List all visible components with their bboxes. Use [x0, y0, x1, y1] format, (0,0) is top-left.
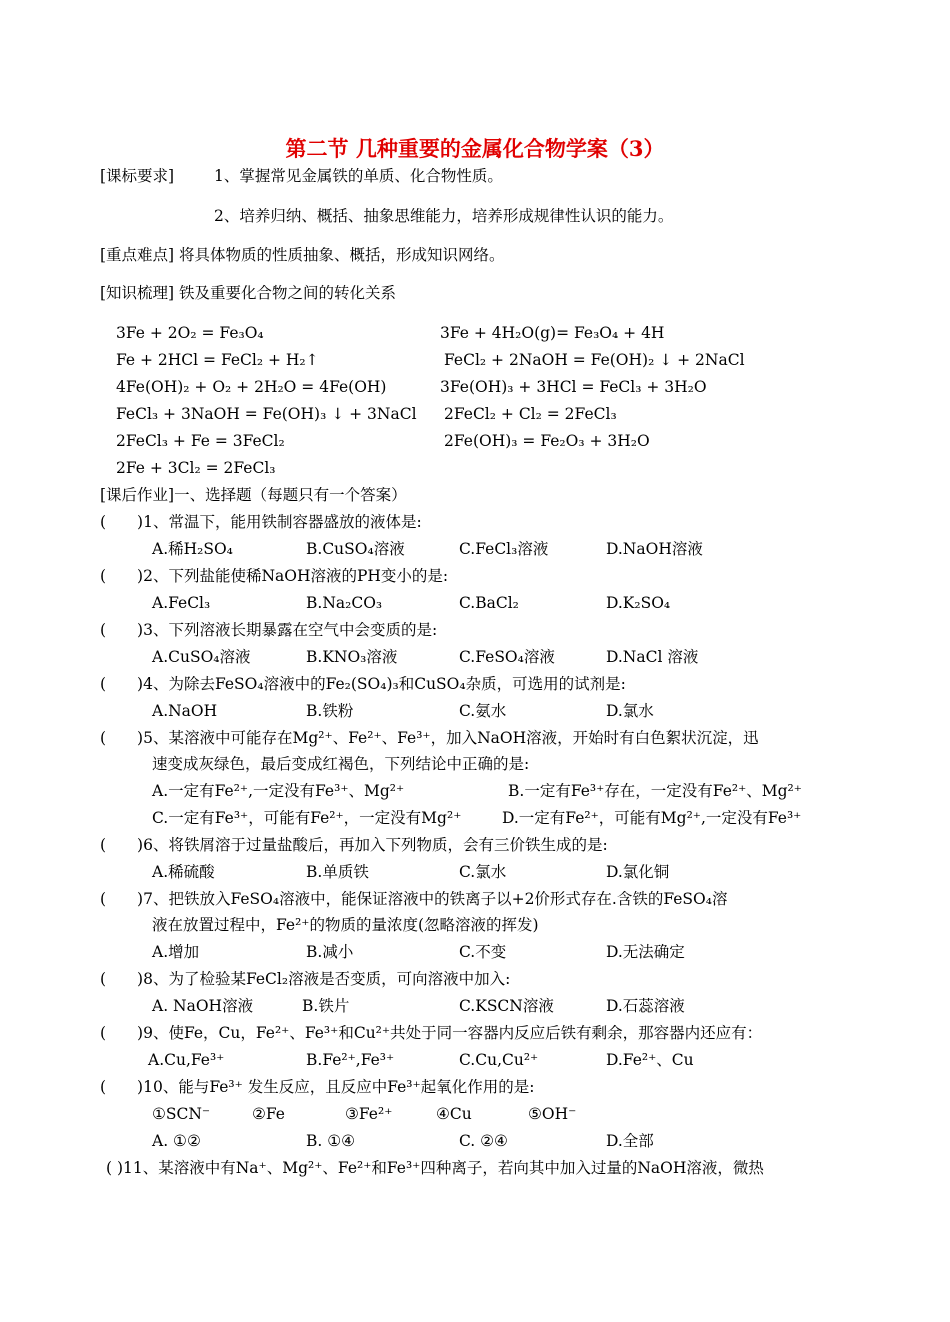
option-b[interactable]: B.铁片 [302, 997, 350, 1015]
species-item: ⑤OH⁻ [528, 1105, 577, 1123]
option-a[interactable]: A.FeCl₃ [152, 594, 211, 612]
option-d[interactable]: D.K₂SO₄ [606, 594, 671, 612]
equation: 3Fe + 2O₂ = Fe₃O₄ [116, 324, 264, 342]
option-c[interactable]: C.FeSO₄溶液 [459, 648, 555, 666]
question-11: ( )11、某溶液中有Na⁺、Mg²⁺、Fe²⁺和Fe³⁺四种离子，若向其中加入过量的NaOH溶液，微热 [106, 1159, 764, 1177]
page-title: 第二节 几种重要的金属化合物学案（3） [285, 136, 665, 161]
option-c[interactable]: C.BaCl₂ [459, 594, 519, 612]
option-c[interactable]: C.Cu,Cu²⁺ [459, 1051, 539, 1069]
question-7: ( )7、把铁放入FeSO₄溶液中，能保证溶液中的铁离子以+2价形式存在.含铁的FeSO₄溶 [100, 890, 728, 908]
option-c[interactable]: C.氨水 [459, 702, 507, 720]
question-4: ( )4、为除去FeSO₄溶液中的Fe₂(SO₄)₃和CuSO₄杂质，可选用的试剂是: [100, 675, 626, 693]
question-9: ( )9、使Fe，Cu，Fe²⁺、Fe³⁺和Cu²⁺共处于同一容器内反应后铁有剩余，那容器内还应有： [100, 1024, 763, 1042]
option-b[interactable]: B.铁粉 [306, 702, 354, 720]
option-d[interactable]: D.NaCl 溶液 [606, 648, 699, 666]
question-1: ( )1、常温下，能用铁制容器盛放的液体是: [100, 513, 422, 531]
equation: Fe + 2HCl = FeCl₂ + H₂↑ [116, 351, 319, 369]
option-d[interactable]: D.一定有Fe²⁺，可能有Mg²⁺,一定没有Fe³⁺ [502, 809, 802, 827]
option-c[interactable]: C. ②④ [459, 1132, 508, 1150]
equation: 2Fe(OH)₃ = Fe₂O₃ + 3H₂O [444, 432, 650, 450]
option-a[interactable]: A.增加 [152, 943, 200, 961]
question-2: ( )2、下列盐能使稀NaOH溶液的PH变小的是: [100, 567, 449, 585]
key-points: [重点难点] 将具体物质的性质抽象、概括，形成知识网络。 [100, 246, 505, 264]
option-c[interactable]: C.KSCN溶液 [459, 997, 554, 1015]
option-a[interactable]: A. NaOH溶液 [152, 997, 254, 1015]
option-c[interactable]: C.FeCl₃溶液 [459, 540, 549, 558]
equation: 3Fe + 4H₂O(g)= Fe₃O₄ + 4H [440, 324, 665, 342]
question-6: ( )6、将铁屑溶于过量盐酸后，再加入下列物质，会有三价铁生成的是: [100, 836, 608, 854]
species-item: ④Cu [436, 1105, 472, 1123]
species-item: ①SCN⁻ [152, 1105, 211, 1123]
option-b[interactable]: B.一定有Fe³⁺存在，一定没有Fe²⁺、Mg²⁺ [508, 782, 802, 800]
option-b[interactable]: B.减小 [306, 943, 354, 961]
option-b[interactable]: B.KNO₃溶液 [306, 648, 398, 666]
equation: 2Fe + 3Cl₂ = 2FeCl₃ [116, 459, 276, 477]
option-a[interactable]: A.NaOH [152, 702, 218, 720]
option-d[interactable]: D.氯化铜 [606, 863, 670, 881]
equation: 2FeCl₃ + Fe = 3FeCl₂ [116, 432, 285, 450]
option-b[interactable]: B.单质铁 [306, 863, 369, 881]
option-c[interactable]: C.不变 [459, 943, 507, 961]
equation: 3Fe(OH)₃ + 3HCl = FeCl₃ + 3H₂O [440, 378, 707, 396]
option-d[interactable]: D.石蕊溶液 [606, 997, 685, 1015]
question-3: ( )3、下列溶液长期暴露在空气中会变质的是: [100, 621, 438, 639]
homework-header: [课后作业]一、选择题（每题只有一个答案） [100, 486, 407, 504]
option-a[interactable]: A.Cu,Fe³⁺ [148, 1051, 225, 1069]
equation: FeCl₂ + 2NaOH = Fe(OH)₂ ↓ + 2NaCl [444, 351, 745, 369]
option-b[interactable]: B.CuSO₄溶液 [306, 540, 405, 558]
option-a[interactable]: A.一定有Fe²⁺,一定没有Fe³⁺、Mg²⁺ [152, 782, 405, 800]
option-b[interactable]: B. ①④ [306, 1132, 356, 1150]
species-item: ③Fe²⁺ [345, 1105, 393, 1123]
question-5: ( )5、某溶液中可能存在Mg²⁺、Fe²⁺、Fe³⁺，加入NaOH溶液，开始时有白色絮状沉淀，迅 [100, 729, 759, 747]
question-10: ( )10、能与Fe³⁺ 发生反应，且反应中Fe³⁺起氧化作用的是: [100, 1078, 535, 1096]
option-a[interactable]: A.稀H₂SO₄ [152, 540, 233, 558]
option-c[interactable]: C.一定有Fe³⁺，可能有Fe²⁺，一定没有Mg²⁺ [152, 809, 462, 827]
question-8: ( )8、为了检验某FeCl₂溶液是否变质，可向溶液中加入: [100, 970, 511, 988]
option-d[interactable]: D.氯水 [606, 702, 654, 720]
option-a[interactable]: A.稀硫酸 [152, 863, 215, 881]
option-a[interactable]: A. ①② [152, 1132, 201, 1150]
question-7-continued: 液在放置过程中，Fe²⁺的物质的量浓度(忽略溶液的挥发) [152, 916, 539, 934]
option-d[interactable]: D.NaOH溶液 [606, 540, 703, 558]
option-d[interactable]: D.全部 [606, 1132, 654, 1150]
requirement-item-2: 2、培养归纳、概括、抽象思维能力，培养形成规律性认识的能力。 [214, 207, 674, 225]
option-b[interactable]: B.Na₂CO₃ [306, 594, 383, 612]
option-c[interactable]: C.氯水 [459, 863, 507, 881]
knowledge-header: [知识梳理] 铁及重要化合物之间的转化关系 [100, 284, 397, 302]
equation: 2FeCl₂ + Cl₂ = 2FeCl₃ [444, 405, 617, 423]
species-item: ②Fe [252, 1105, 285, 1123]
option-b[interactable]: B.Fe²⁺,Fe³⁺ [306, 1051, 395, 1069]
requirement-item-1: 1、掌握常见金属铁的单质、化合物性质。 [214, 167, 503, 185]
option-a[interactable]: A.CuSO₄溶液 [152, 648, 251, 666]
equation: 4Fe(OH)₂ + O₂ + 2H₂O = 4Fe(OH) [116, 378, 387, 396]
option-d[interactable]: D.无法确定 [606, 943, 685, 961]
option-d[interactable]: D.Fe²⁺、Cu [606, 1051, 694, 1069]
requirements-label: [课标要求] [100, 167, 175, 185]
equation: FeCl₃ + 3NaOH = Fe(OH)₃ ↓ + 3NaCl [116, 405, 417, 423]
question-5-continued: 速变成灰绿色，最后变成红褐色，下列结论中正确的是: [152, 755, 530, 773]
